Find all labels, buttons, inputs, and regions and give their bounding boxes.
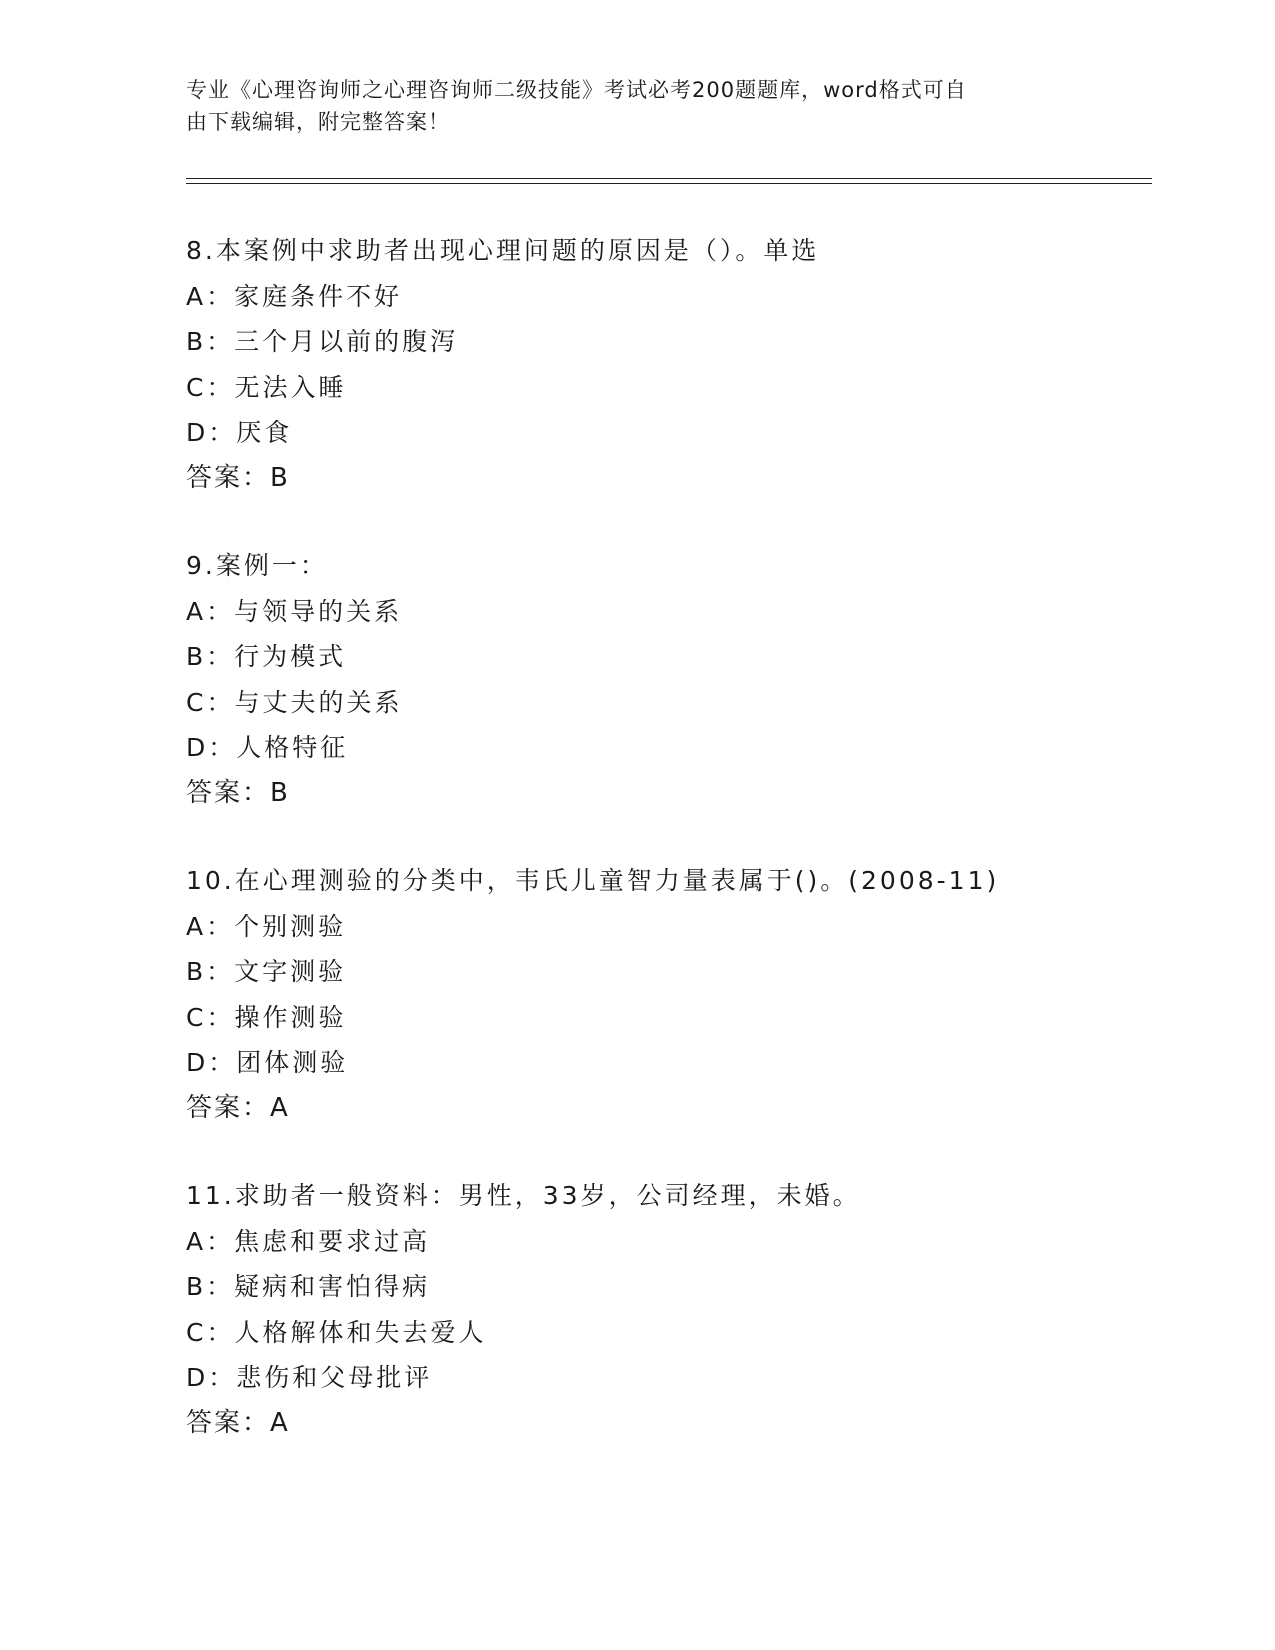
option-a: A：与领导的关系 (186, 596, 403, 626)
document-header (186, 74, 1066, 138)
option-a: A：家庭条件不好 (186, 281, 403, 311)
option-c: C：与丈夫的关系 (186, 687, 403, 717)
option-b: B：行为模式 (186, 642, 347, 671)
question-stem: 9.案例一： (186, 551, 328, 580)
question-9 (186, 543, 1146, 816)
option-a: A：个别测验 (186, 911, 347, 941)
question-10 (186, 858, 1146, 1131)
answer: 答案：B (186, 462, 290, 493)
option-b: B：三个月以前的腹泻 (186, 327, 459, 356)
header-divider-top (186, 178, 1152, 179)
question-stem: 11.求助者一般资料：男性，33岁，公司经理，未婚。 (186, 1181, 861, 1210)
option-d: D：人格特征 (186, 733, 349, 762)
header-divider-bottom (186, 183, 1152, 184)
question-11 (186, 1173, 1146, 1446)
question-stem: 8.本案例中求助者出现心理问题的原因是（）。单选 (186, 236, 820, 265)
option-a: A：焦虑和要求过高 (186, 1226, 431, 1256)
option-b: B：疑病和害怕得病 (186, 1272, 431, 1301)
answer: 答案：A (186, 1092, 290, 1123)
option-b: B：文字测验 (186, 957, 347, 986)
question-stem: 10.在心理测验的分类中，韦氏儿童智力量表属于()。(2008-11) (186, 866, 1000, 895)
option-c: C：人格解体和失去爱人 (186, 1317, 487, 1347)
option-d: D：厌食 (186, 418, 293, 447)
header-line-2: 由下载编辑，附完整答案！ (186, 110, 450, 134)
option-c: C：操作测验 (186, 1002, 347, 1032)
option-d: D：团体测验 (186, 1048, 349, 1077)
option-d: D：悲伤和父母批评 (186, 1363, 433, 1392)
header-line-1: 专业《心理咨询师之心理咨询师二级技能》考试必考200题题库，word格式可自 (186, 78, 967, 102)
answer: 答案：B (186, 777, 290, 808)
option-c: C：无法入睡 (186, 372, 347, 402)
answer: 答案：A (186, 1407, 290, 1438)
question-8 (186, 228, 1146, 501)
